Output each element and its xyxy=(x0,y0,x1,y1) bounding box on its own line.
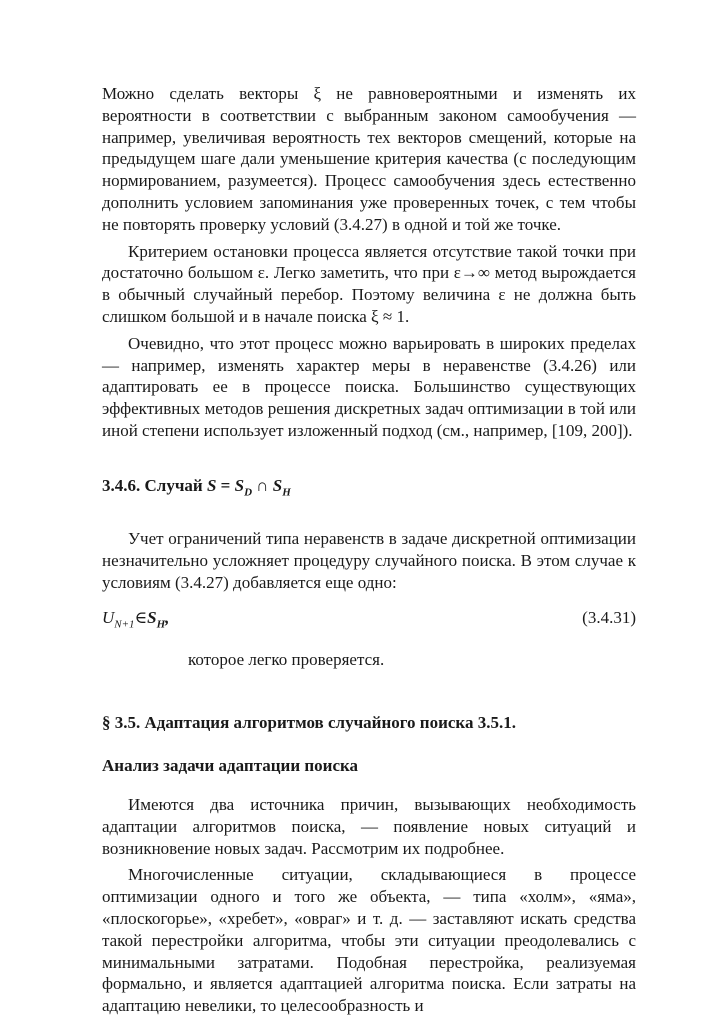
paragraph-two-sources: Имеются два источника причин, вызывающих необходимость адаптации алгоритмов поиска, — появление новых ситуаций и возникновение новых задач. Рассмотрим их подробнее. xyxy=(102,794,636,858)
equation-followup-text: которое легко проверяется. xyxy=(188,649,385,669)
paragraph-variations: Очевидно, что этот процесс можно варьировать в широких пределах — например, изменять характер меры в неравенстве (3.4.26) или адаптировать ее в процессе поиска. Большинство существующих эффективных методов решения дискретных задач оптимизации в той или иной степени использует изложенный подход (см., например, [109, 200]). xyxy=(102,333,636,440)
page-content xyxy=(102,83,636,1017)
section-heading-3-4-6: 3.4.6. Случай $S = S_D$ ∩ $S_H$ xyxy=(102,475,291,499)
subsection-heading-analysis: Анализ задачи адаптации поиска xyxy=(102,755,359,775)
paragraph-situations: Многочисленные ситуации, складывающиеся в процессе оптимизации одного и того же объекта, — типа «холм», «яма», «плоскогорье», «хребет», «овраг» и т. д. — заставляют искать средства такой перестройки алгоритма, чтобы эти ситуации преодолевались с минимальными затратами. Подобная перестройка, реализуемая формально, и является адаптацией алгоритма поиска. Если затраты на адаптацию невелики, то целесообразность и xyxy=(102,865,636,1016)
equation-number: (3.4.31) xyxy=(582,607,636,627)
equation-3-4-31 xyxy=(102,607,636,635)
paragraph-self-learning: Можно сделать векторы ξ не равновероятными и изменять их вероятности в соответствии с выбранным законом самообучения — например, увеличивая вероятность тех векторов смещений, которые на предыдущем шаге дали уменьшение критерия качества (с последующим нормированием, разумеется). Процесс самообучения здесь естественно дополнить условием запоминания уже проверенных точек, с тем чтобы не повторять проверку условий (3.4.27) в одной и той же точке. xyxy=(102,84,636,234)
paragraph-inequality-constraints: Учет ограничений типа неравенств в задаче дискретной оптимизации незначительно усложняет процедуру случайного поиска. В этом случае к условиям (3.4.27) добавляется еще одно: xyxy=(102,529,636,592)
equation-formula: $U_{N+1}\in S_H$, xyxy=(102,607,170,630)
paragraph-stop-criterion: Критерием остановки процесса является отсутствие такой точки при достаточно большом ε. Легко заметить, что при ε→∞ метод вырождается в обычный случайный перебор. Поэтому величина ε не должна быть слишком большой и в начале поиска ξ ≈ 1. xyxy=(102,241,636,326)
section-heading-3-5: § 3.5. Адаптация алгоритмов случайного поиска 3.5.1. xyxy=(102,712,516,732)
